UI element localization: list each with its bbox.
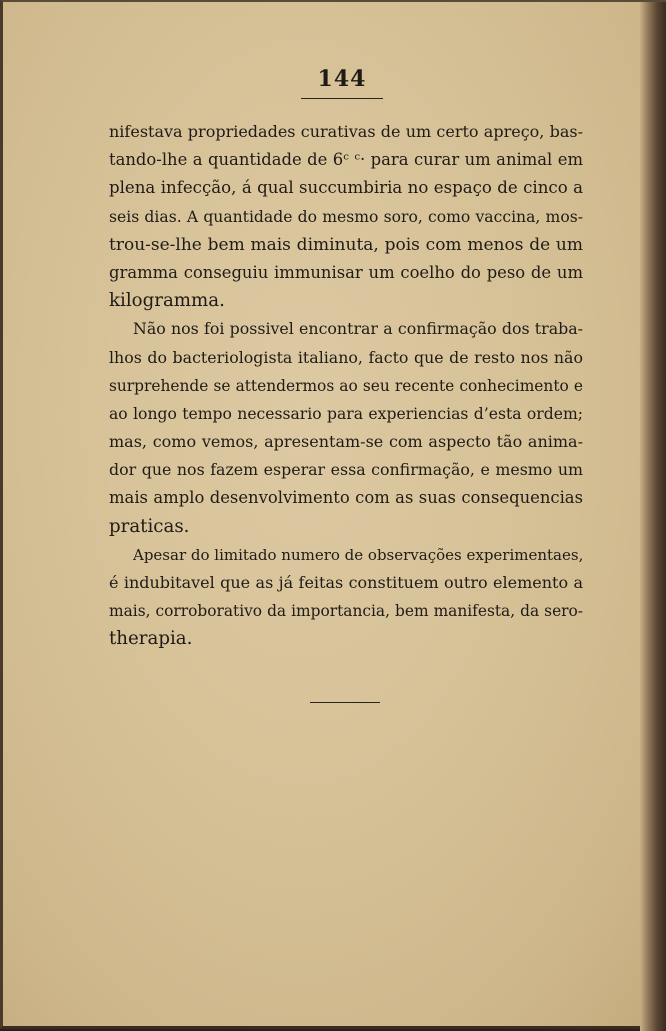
text-line: tando-lhe a quantidade de 6ᶜ ᶜ· para curar um animal em xyxy=(109,150,583,170)
text-line: Apesar do limitado numero de observações experimentaes, xyxy=(133,545,584,564)
text-line: surprehende se attendermos ao seu recente conhecimento e xyxy=(109,376,583,395)
text-line: mais, corroborativo da importancia, bem manifesta, da sero- xyxy=(109,602,583,621)
text-line: kilogramma. xyxy=(109,290,225,312)
text-line: trou-se-lhe bem mais diminuta, pois com menos de um xyxy=(109,234,583,255)
page-edge-shadow xyxy=(640,2,666,1031)
section-end-rule xyxy=(310,702,380,703)
text-line: plena infecção, á qual succumbiria no espaço de cinco a xyxy=(109,178,583,198)
text-line: praticas. xyxy=(109,515,190,537)
text-line: mais amplo desenvolvimento com as suas consequencias xyxy=(109,488,583,508)
text-line: mas, como vemos, apresentam-se com aspecto tão anima- xyxy=(109,432,583,452)
page-number: 144 xyxy=(317,66,367,92)
text-line: nifestava propriedades curativas de um certo apreço, bas- xyxy=(109,122,583,141)
page-number-rule xyxy=(301,98,383,99)
text-line: Não nos foi possivel encontrar a confirmação dos traba- xyxy=(133,319,583,339)
text-line: lhos do bacteriologista italiano, facto que de resto nos não xyxy=(109,347,583,367)
text-line: dor que nos fazem esperar essa confirmação, e mesmo um xyxy=(109,460,583,480)
text-line: é indubitavel que as já feitas constituem outro elemento a xyxy=(109,573,583,592)
text-line: seis dias. A quantidade do mesmo soro, como vaccina, mos- xyxy=(109,207,583,226)
text-line: gramma conseguiu immunisar um coelho do peso de um xyxy=(109,262,583,282)
text-line: ao longo tempo necessario para experiencias d’esta ordem; xyxy=(109,404,583,423)
text-line: therapia. xyxy=(109,628,193,650)
body-text xyxy=(109,118,583,654)
